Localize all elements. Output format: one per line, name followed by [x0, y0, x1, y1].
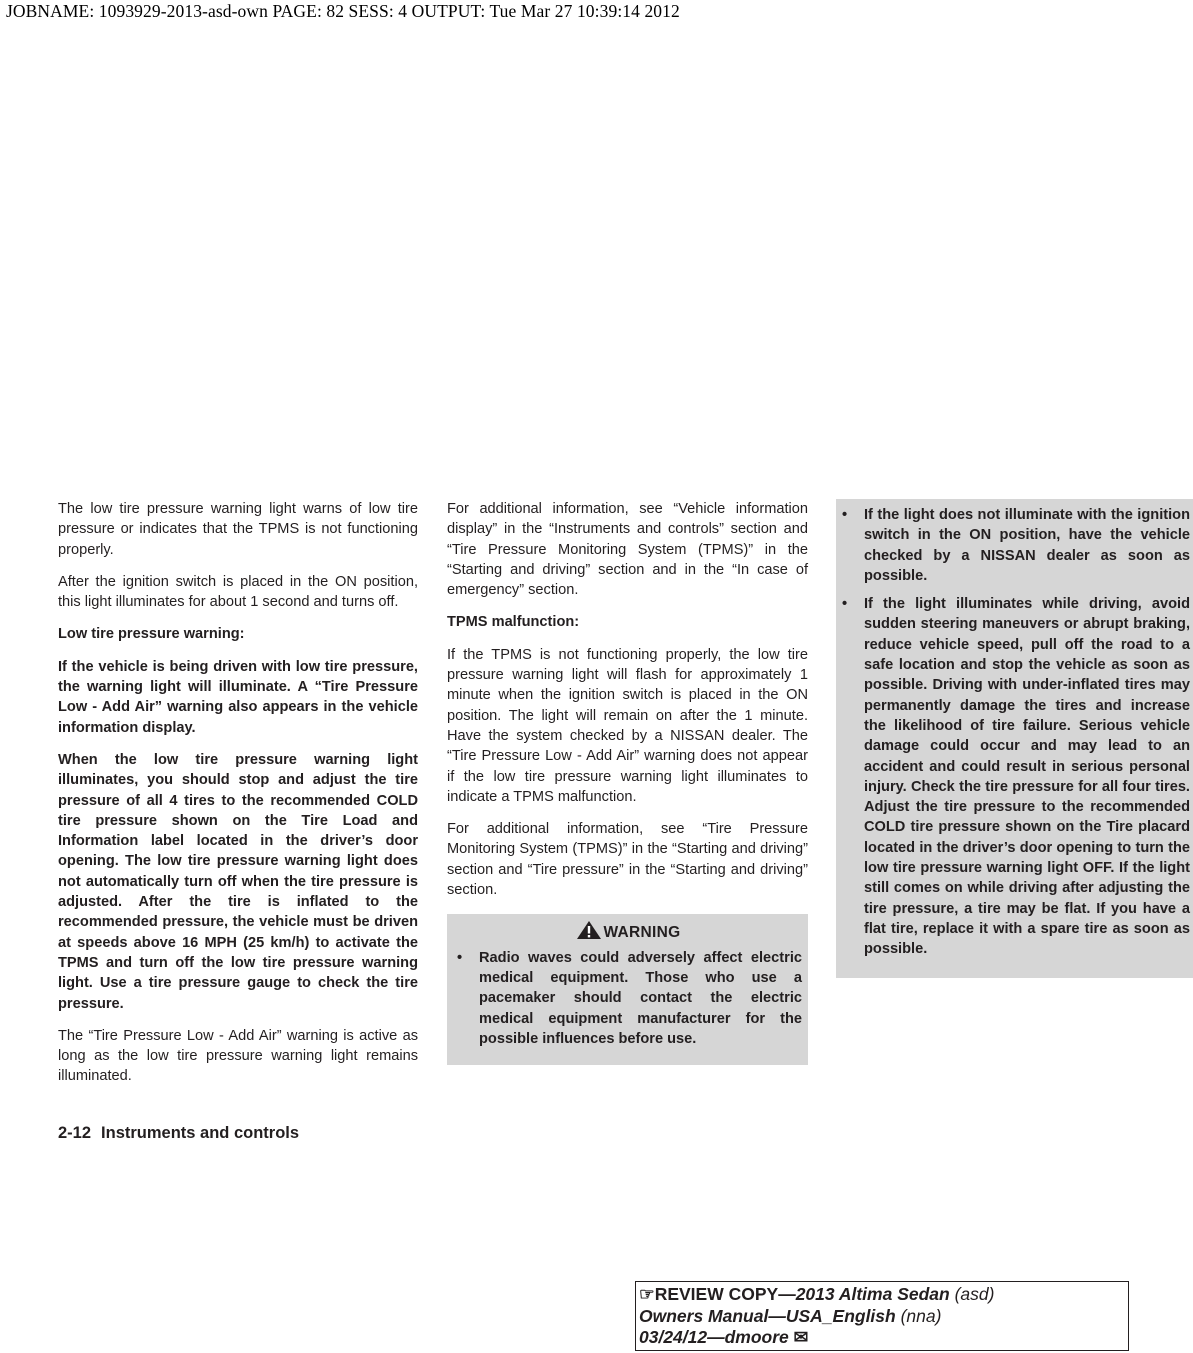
paragraph: For additional information, see “Tire Pressure Monitoring System (TPMS)” in the “Starting and driving” section and “Tire pressure” in the “Starting and driving” section. [447, 821, 808, 899]
review-manual-code: (nna) [895, 1305, 942, 1326]
warning-list [455, 948, 802, 1049]
review-copy-stamp [635, 1281, 1129, 1351]
paragraph-bold: When the low tire pressure warning light illuminates, you should stop and adjust the tire pressure of all 4 tires to the recommended COLD tire pressure shown on the Tire Load and Information label located in the driver’s door opening. The low tire pressure warning light does not automatically turn off when the tire pressure is adjusted. After the tire is inflated to the recommended pressure, the vehicle must be driven at speeds above 16 MPH (25 km/h) to activate the TPMS and turn off the low tire pressure warning light. Use a tire pressure gauge to check the tire pressure. [58, 751, 418, 1012]
job-header-line: JOBNAME: 1093929-2013-asd-own PAGE: 82 SESS: 4 OUTPUT: Tue Mar 27 10:39:14 2012 [6, 1, 680, 21]
review-model: 2013 Altima Sedan [795, 1284, 950, 1304]
section-heading: TPMS malfunction: [447, 614, 580, 631]
column-right [836, 499, 1193, 978]
warning-triangle-icon [576, 920, 602, 940]
bullet-mark: • [842, 596, 848, 613]
bullet-mark: • [457, 949, 463, 966]
list-item-text: Radio waves could adversely affect electric medical equipment. Those who use a pacemaker should contact the electric medical equipment manufacturer for the possible influences before use. [479, 949, 802, 1047]
pointing-hand-icon: ☞ [639, 1284, 655, 1304]
review-line-1 [639, 1284, 1128, 1306]
paragraph: For additional information, see “Vehicle information display” in the “Instruments and controls” section and “Tire Pressure Monitoring System (TPMS)” in the “Starting and driving” section and in the “In case of emergency” section. [447, 501, 808, 599]
warning-header [455, 920, 802, 943]
list-item [840, 594, 1190, 959]
page-footer [58, 1124, 299, 1143]
paragraph: The low tire pressure warning light warns of low tire pressure or indicates that the TPMS is not functioning properly. [58, 501, 418, 558]
list-item [840, 505, 1190, 586]
review-label: REVIEW COPY— [654, 1284, 796, 1304]
warning-box [447, 914, 808, 1065]
review-model-code: (asd) [949, 1284, 995, 1304]
writing-hand-icon: ✉ [793, 1327, 809, 1347]
caution-box [836, 499, 1193, 978]
list-item-text: If the light illuminates while driving, avoid sudden steering maneuvers or abrupt braking, reduce vehicle speed, pull off the road to a safe location and stop the vehicle as soon as possible. Driving with under-inflated tires may permanently damage the tires and increase the likelihood of tire failure. Serious vehicle damage could occur and may lead to an accident and could result in serious personal injury. Check the tire pressure for all four tires. Adjust the tire pressure to the recommended COLD tire pressure shown on the Tire placard located in the driver’s door opening to turn the low tire pressure warning light OFF. If the light still comes on while driving after adjusting the tire pressure, a tire may be flat. If you have a flat tire, replace it with a spare tire as soon as possible. [864, 596, 1190, 958]
paragraph: If the TPMS is not functioning properly, the low tire pressure warning light will flash for approximately 1 minute when the ignition switch is placed in the ON position. The light will remain on after the 1 minute. Have the system checked by a NISSAN dealer. The “Tire Pressure Low - Add Air” warning does not appear if the low tire pressure warning light illuminates to indicate a TPMS malfunction. [447, 646, 808, 805]
review-line-2 [639, 1306, 1128, 1328]
column-middle [447, 499, 808, 1065]
review-manual: Owners Manual—USA_English [639, 1305, 896, 1326]
footer-section-title: Instruments and controls [101, 1124, 300, 1142]
review-date: 03/24/12—dmoore [639, 1327, 789, 1347]
review-line-3 [639, 1327, 1128, 1349]
list-item-text: If the light does not illuminate with the ignition switch in the ON position, have the vehicle checked by a NISSAN dealer as soon as possible. [864, 507, 1190, 584]
paragraph: After the ignition switch is placed in the ON position, this light illuminates for about 1 second and turns off. [58, 573, 418, 611]
paragraph: The “Tire Pressure Low - Add Air” warning is active as long as the low tire pressure warning light remains illuminated. [58, 1027, 418, 1085]
list-item [455, 948, 802, 1049]
bullet-mark: • [842, 507, 848, 523]
page-number: 2-12 [58, 1124, 92, 1142]
paragraph-bold: If the vehicle is being driven with low tire pressure, the warning light will illuminate. A “Tire Pressure Low - Add Air” warning also appears in the vehicle information display. [58, 658, 418, 736]
caution-list [840, 505, 1190, 960]
warning-title: WARNING [603, 924, 681, 942]
section-heading: Low tire pressure warning: [58, 626, 245, 643]
column-left [58, 499, 418, 1099]
